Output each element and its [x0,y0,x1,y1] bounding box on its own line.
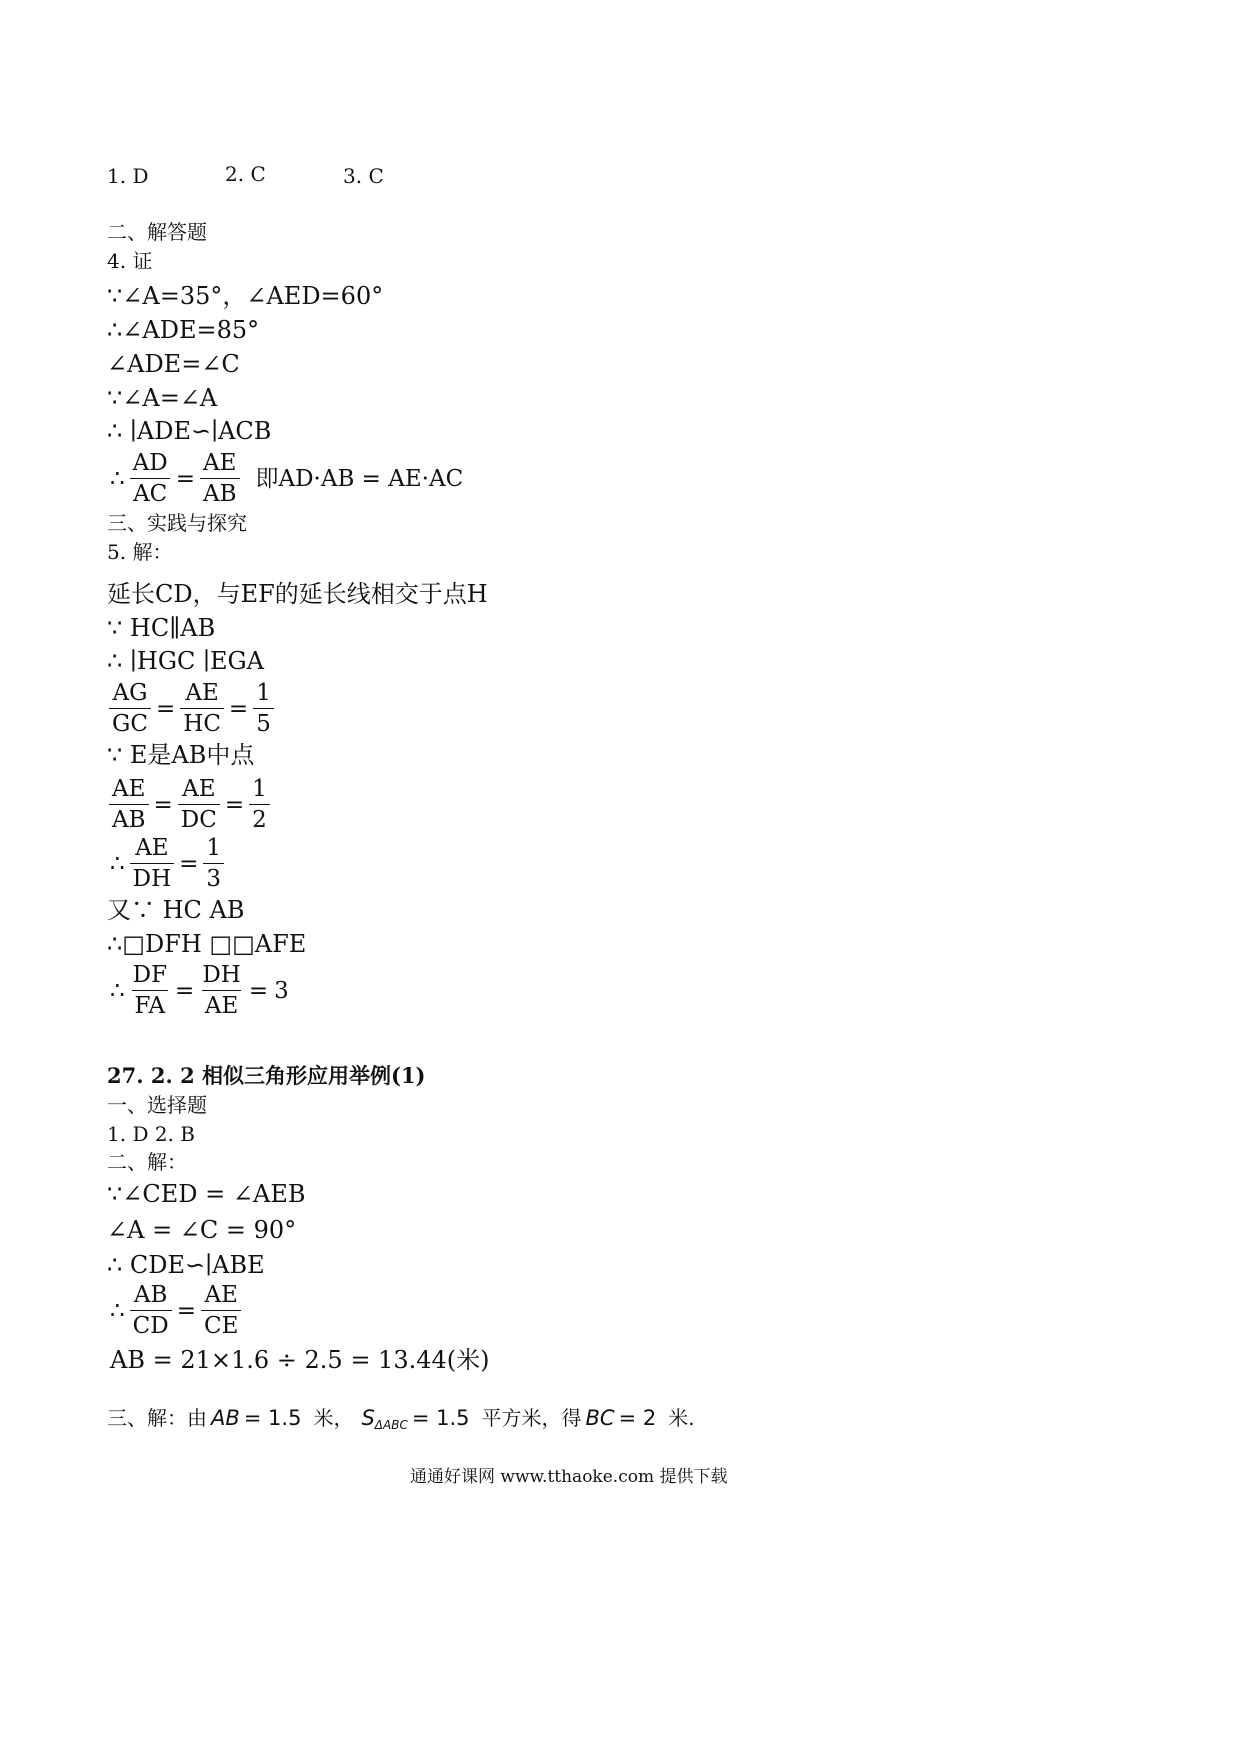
proof-line-4: ∵∠A=∠A [107,384,218,412]
question-5-label: 5. 解： [107,540,173,564]
therefore-symbol: ∴ [110,465,125,492]
section-title-answers: 二、解答题 [107,220,207,244]
fraction-denominator: AC [130,478,170,506]
unit-meter: 米， [313,1406,354,1430]
fraction-denominator: FA [132,990,169,1018]
fraction [130,837,175,891]
fraction [249,778,270,832]
fraction [253,682,274,736]
answer-2: 2. C [225,162,266,186]
fraction [130,1284,172,1338]
section-title-practice: 三、实践与探究 [107,511,247,535]
fraction-denominator: AB [109,804,149,832]
fraction [201,1284,241,1338]
fraction-denominator: 5 [253,708,274,736]
fraction-numerator: 1 [252,776,267,802]
section-3-prefix: 三、解：由 [107,1406,207,1430]
fraction-denominator: GC [109,708,151,736]
solution-line-6: ∴□DFH □□AFE [107,930,307,958]
answer-1: 1. D [107,164,149,188]
question-4-label: 4. 证 [107,249,153,273]
fraction [199,964,244,1018]
fraction [109,682,151,736]
proof-line-3: ∠ADE=∠C [107,350,240,378]
equals-sign: = [224,791,245,818]
fraction-numerator: DF [132,962,168,988]
solution-b-line-2: ∠A = ∠C = 90° [107,1216,297,1244]
fraction [200,452,240,506]
equals-sign: = [248,977,269,1004]
footer-credit: 通通好课网 www.tthaoke.com 提供下载 [410,1467,728,1487]
area-symbol-s: S [361,1406,375,1430]
proof-line-1: ∵∠A=35°，∠AED=60° [107,282,384,310]
therefore-symbol: ∴ [110,977,125,1004]
fraction-numerator: AE [135,835,169,861]
solution-line-3: ∴ ∣HGC ∣EGA [107,647,264,675]
fraction-numerator: AD [132,450,168,476]
equals-sign: = [155,695,176,722]
fraction-numerator: AE [112,776,146,802]
fraction [178,778,220,832]
fraction [130,452,171,506]
solution-line-4: ∵ E是AB中点 [107,741,255,769]
area-subscript: ΔABC [374,1418,408,1432]
unit-square-meter: 平方米，得 [481,1406,582,1430]
proof-line-5: ∴ ∣ADE∽∣ACB [107,417,272,445]
choice-answers: 1. D 2. B [107,1122,195,1146]
solution-b-line-4: AB = 21×1.6 ÷ 2.5 = 13.44(米) [110,1346,490,1374]
equals-sign: = [175,465,195,492]
segment-ab: AB [211,1406,240,1430]
proof-ratio-line [107,452,466,506]
fraction [130,964,170,1018]
area-symbol [361,1408,407,1431]
segment-bc: BC [585,1406,615,1430]
therefore-symbol: ∴ [110,1297,125,1324]
proof-line-2: ∴∠ADE=85° [107,316,260,344]
solution-b-line-3: ∴ CDE∽∣ABE [107,1251,265,1279]
section-heading-27-2-2: 27. 2. 2 相似三角形应用举例(1) [107,1063,426,1088]
fraction-denominator: CD [130,1310,172,1338]
area-value: = 1.5 [411,1406,470,1430]
equals-sign: = [228,695,249,722]
fraction [109,778,149,832]
unit-meter-end: 米. [668,1406,695,1430]
proof-conclusion: 即AD·AB = AE·AC [255,465,464,492]
fraction-denominator: AB [200,478,240,506]
ab-value: = 1.5 [243,1406,302,1430]
equals-sign: = [176,1297,196,1324]
solution-b-line-1: ∵∠CED = ∠AEB [107,1180,306,1208]
fraction-numerator: AE [203,450,237,476]
fraction-denominator: DC [178,804,220,832]
fraction-denominator: 3 [203,863,224,891]
section-title-choice: 一、选择题 [107,1093,207,1117]
ratio-equation-1 [107,682,276,736]
section-title-solution: 二、解： [107,1150,187,1174]
ratio-equation-3 [107,837,226,891]
equals-sign: = [153,791,173,818]
fraction-denominator: 2 [249,804,270,832]
answer-3: 3. C [343,164,384,188]
fraction-numerator: AE [182,776,216,802]
ratio-equation-5 [107,1284,243,1338]
equals-sign: = [175,977,195,1004]
fraction-numerator: AE [204,1282,238,1308]
fraction-numerator: DH [202,962,241,988]
section-3-solution-line [107,1408,695,1431]
fraction-numerator: AG [112,680,148,706]
solution-line-2: ∵ HC∥AB [107,614,216,642]
fraction-numerator: AB [133,1282,168,1308]
equals-sign: = [179,850,199,877]
fraction [180,682,224,736]
fraction-denominator: CE [201,1310,241,1338]
solution-line-5: 又∵ HC AB [107,896,245,924]
fraction-denominator: HC [180,708,224,736]
therefore-symbol: ∴ [110,850,125,877]
ratio-equation-2 [107,778,272,832]
fraction-numerator: AE [185,680,219,706]
fraction [203,837,224,891]
fraction-numerator: 1 [256,680,271,706]
ratio-equation-4 [107,964,292,1018]
fraction-denominator: AE [202,990,241,1018]
fraction-numerator: 1 [206,835,222,861]
fraction-denominator: DH [130,863,175,891]
result-value: 3 [274,977,289,1004]
bc-value: = 2 [618,1406,657,1430]
solution-line-1: 延长CD，与EF的延长线相交于点H [107,580,488,608]
